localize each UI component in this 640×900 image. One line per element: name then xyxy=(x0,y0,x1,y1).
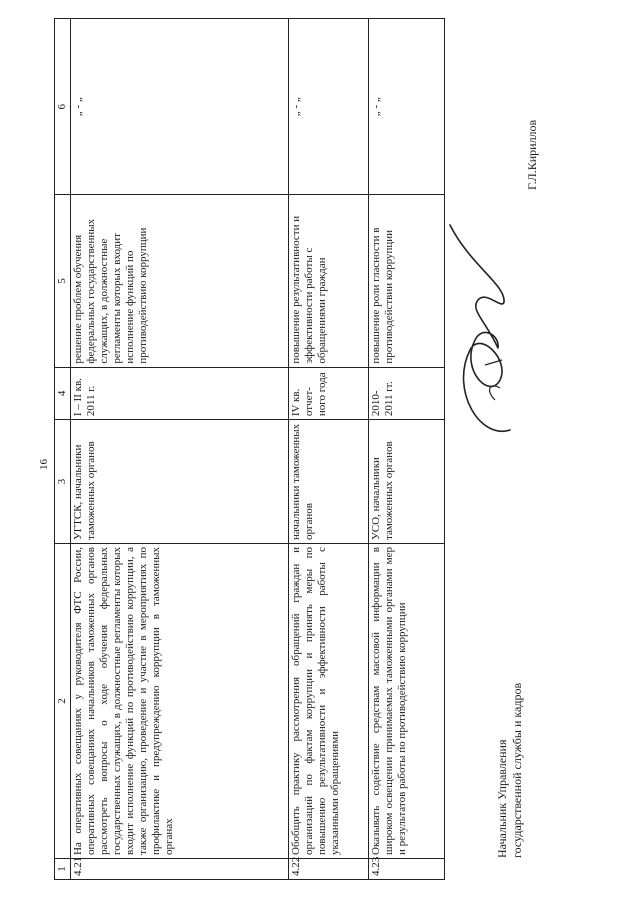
signer-name: Г.Л.Кириллов xyxy=(525,119,539,190)
table-row xyxy=(71,19,289,880)
column-header-6: 6 xyxy=(55,19,71,195)
handwritten-signature xyxy=(440,220,530,460)
table-row xyxy=(289,19,369,880)
table-row xyxy=(369,19,445,880)
column-header-1: 1 xyxy=(55,859,71,880)
header-row xyxy=(55,19,71,880)
row-result: повышение результативности и эффективности работы с обращениями граждан xyxy=(289,195,369,367)
row-responsible: начальники таможенных органов xyxy=(289,420,369,544)
column-header-4: 4 xyxy=(55,367,71,419)
measures-table xyxy=(54,18,445,880)
row-result: повышение роли гласности в противодействии коррупции xyxy=(369,195,445,367)
row-responsible: УГТСК, начальники таможенных органов xyxy=(71,420,289,544)
column-header-5: 5 xyxy=(55,195,71,367)
signer-position-line2: государственной службы и кадров xyxy=(510,682,524,858)
row-activity: На оперативных совещаниях у руководителя ФТС России, оперативных совещаниях начальников таможенных органов рассмотреть вопросы о ходе обучения федеральных государственных служащих, в должностные регламенты которых входит исполнение функций по противодействию коррупции, а также организацию, проведение и участие в мероприятиях по профилактике и предупреждению коррупции в таможенных органах xyxy=(71,544,289,859)
column-header-2: 2 xyxy=(55,544,71,859)
row-note: „ - „ xyxy=(71,19,289,195)
row-deadline: IV кв. отчет-ного года xyxy=(289,367,369,419)
row-deadline: I – II кв. 2011 г. xyxy=(71,367,289,419)
column-header-3: 3 xyxy=(55,420,71,544)
row-number: 4.22 xyxy=(289,859,369,880)
row-note: „ - „ xyxy=(369,19,445,195)
row-responsible: УСО, начальники таможенных органов xyxy=(369,420,445,544)
row-number: 4.23 xyxy=(369,859,445,880)
row-result: решение проблем обучения федеральных государственных служащих, в должностные регламенты которых входит исполнение функций по противодействию коррупции xyxy=(71,195,289,367)
signer-position-line1: Начальник Управления xyxy=(495,739,509,858)
rotated-page xyxy=(40,20,600,880)
row-activity: Обобщить практику рассмотрения обращений граждан и организаций по фактам коррупции и принять меры по повышению результативности и эффективности работы с указанными обращениями xyxy=(289,544,369,859)
row-number: 4.21 xyxy=(71,859,289,880)
page-number: 16 xyxy=(38,459,50,470)
row-note: „ - „ xyxy=(289,19,369,195)
row-activity: Оказывать содействие средствам массовой информации в широком освещении принимаемых таможенными органами мер и результатов работы по противодействию коррупции xyxy=(369,544,445,859)
row-deadline: 2010-2011 гг. xyxy=(369,367,445,419)
signer-position xyxy=(495,538,525,858)
